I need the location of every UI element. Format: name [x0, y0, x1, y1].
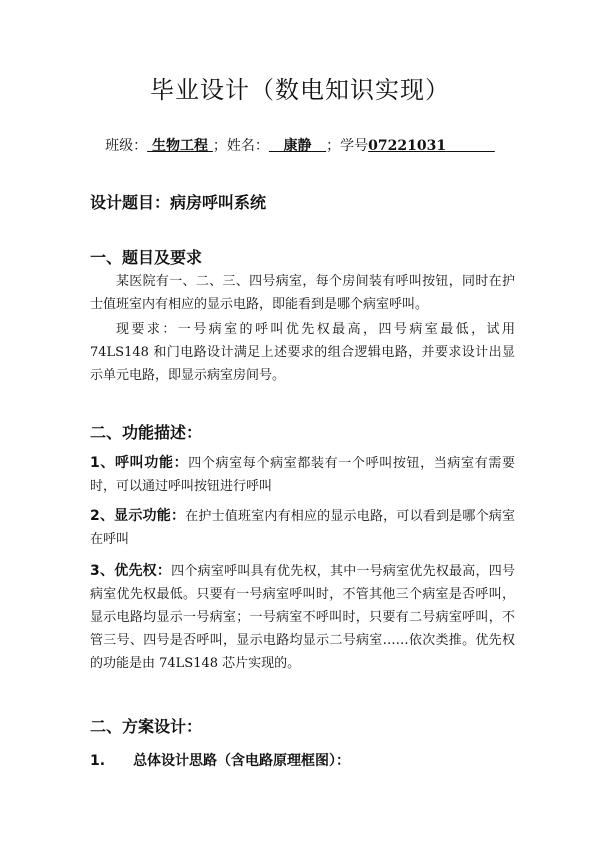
function-item-call	[90, 452, 515, 498]
id-value: 07221031	[368, 138, 447, 154]
subsection-title: 总体设计思路（含电路原理框图）：	[133, 753, 351, 769]
class-value: 生物工程	[152, 138, 209, 154]
requirements-paragraph-2: 现要求：一号病室的呼叫优先权最高，四号病室最低，试用 74LS148 和门电路设计满足上述要求的组合逻辑电路，并要求设计出显示单元电路，即显示病室房间号。	[90, 322, 515, 383]
student-info-line	[0, 135, 600, 155]
subsection-number: 1.	[90, 753, 106, 769]
function-item-display	[90, 505, 515, 551]
requirements-paragraph-1: 某医院有一、二、三、四号病室，每个房间装有呼叫按钮，同时在护士值班室内有相应的显示电路，即能看到是哪个病室呼叫。	[90, 274, 515, 312]
function-item-text: 四个病室呼叫具有优先权，其中一号病室优先权最高，四号病室优先权最低。只要有一号病室呼叫时，不管其他三个病室是否呼叫，显示电路均显示一号病室；一号病室不呼叫时，只要有二号病室呼叫，不管三号、四号是否呼叫，显示电路均显示二号病室……依次类推。优先权的功能是由 74LS148 芯片实现的。	[90, 564, 515, 671]
function-item-label: 2、显示功能：	[90, 508, 186, 524]
name-value: 康静	[283, 138, 312, 154]
function-item-text: 在护士值班室内有相应的显示电路，可以看到是哪个病室在呼叫	[90, 509, 515, 547]
section-heading-function: 二、功能描述：	[90, 423, 203, 442]
class-label: 班级：	[105, 138, 148, 154]
function-item-label: 1、呼叫功能：	[90, 455, 189, 471]
function-item-label: 3、优先权：	[90, 563, 172, 579]
subsection-overall-design	[90, 750, 350, 770]
document-title: 毕业设计（数电知识实现）	[150, 76, 450, 104]
section-heading-scheme: 二、方案设计：	[90, 717, 203, 736]
design-topic: 设计题目：病房呼叫系统	[90, 193, 267, 212]
section-heading-requirements: 一、题目及要求	[90, 248, 203, 267]
function-item-priority	[90, 560, 515, 675]
name-label: ；姓名：	[212, 138, 269, 154]
id-label: ；学号	[326, 138, 369, 154]
function-item-text: 四个病室每个病室都装有一个呼叫按钮，当病室有需要时，可以通过呼叫按钮进行呼叫	[90, 456, 515, 494]
